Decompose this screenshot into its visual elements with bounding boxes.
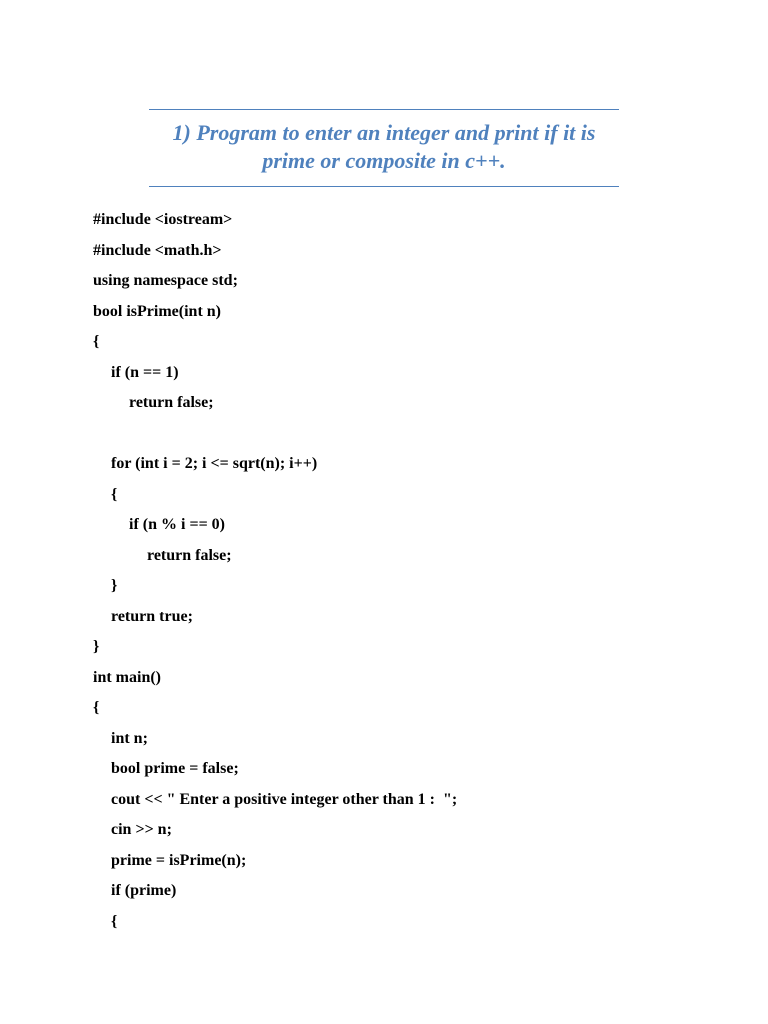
- title-bottom-rule: [149, 186, 619, 187]
- code-line: cin >> n;: [111, 821, 172, 838]
- code-line-blank: [93, 419, 693, 450]
- code-line: }: [93, 638, 100, 655]
- document-title: [149, 119, 619, 175]
- code-line: {: [93, 699, 100, 716]
- code-line: for (int i = 2; i <= sqrt(n); i++): [111, 455, 318, 472]
- title-top-rule: [149, 109, 619, 110]
- code-line: return true;: [111, 607, 193, 625]
- code-line: cout << " Enter a positive integer other than 1 : ";: [111, 790, 458, 808]
- code-line: bool prime = false;: [111, 760, 239, 777]
- code-line: if (n % i == 0): [129, 516, 226, 533]
- code-line: int main(): [93, 668, 161, 686]
- code-line: using namespace std;: [93, 272, 238, 289]
- code-line: #include <iostream>: [93, 211, 233, 228]
- code-line: {: [111, 485, 118, 503]
- code-line: if (prime): [111, 882, 177, 899]
- code-line: if (n == 1): [111, 363, 179, 381]
- title-line-2: prime or composite in c++.: [262, 148, 506, 173]
- code-line: {: [111, 912, 118, 930]
- code-line: }: [111, 577, 118, 594]
- title-line-1: 1) Program to enter an integer and print if it is: [172, 120, 596, 145]
- code-listing: [93, 205, 693, 937]
- code-line: bool isPrime(int n): [93, 302, 221, 320]
- code-line: prime = isPrime(n);: [111, 851, 247, 869]
- code-line: #include <math.h>: [93, 241, 222, 259]
- code-line: return false;: [129, 394, 214, 411]
- code-line: return false;: [147, 546, 232, 564]
- code-line: {: [93, 333, 100, 350]
- code-line: int n;: [111, 729, 148, 747]
